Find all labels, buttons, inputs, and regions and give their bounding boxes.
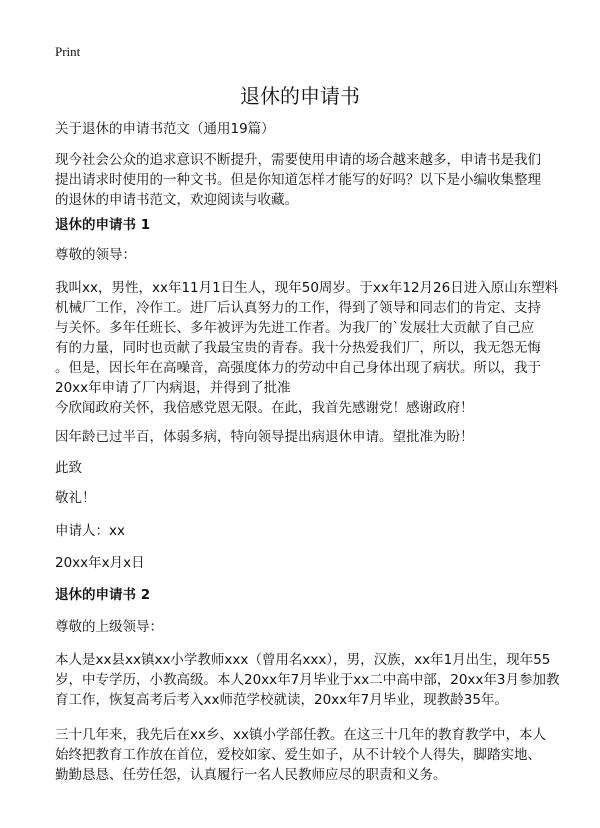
salutation: 尊敬的上级领导： (55, 619, 163, 635)
salutation: 尊敬的领导： (55, 247, 136, 263)
closing: 此致 (55, 460, 82, 476)
text-line: 岁，中专学历，小教高级。本人20xx年7月毕业于xx二中高中部，20xx年3月参加教 (55, 672, 560, 688)
text-line: 机械厂工作，冷作工。进厂后认真努力的工作，得到了领导和同志们的肯定、支持 (55, 300, 541, 316)
text-line: 本人是xx县xx镇xx小学教师xxx（曾用名xxx），男，汉族，xx年1月出生，现年55 (55, 652, 551, 668)
text-line: 我叫xx，男性，xx年11月1日生人，现年50周岁。于xx年12月26日进入原山东塑料 (55, 280, 559, 296)
text-line: 20xx年申请了厂内病退，并得到了批准 (55, 380, 291, 396)
print-link[interactable]: Print (55, 44, 81, 59)
applicant: 申请人：xx (55, 523, 125, 539)
body-paragraph (55, 278, 558, 398)
closing: 敬礼！ (55, 490, 96, 506)
text-line: 三十几年来，我先后在xx乡、xx镇小学部任教。在这三十几年的教育教学中，本人 (55, 727, 546, 743)
date: 20xx年x月x日 (55, 555, 145, 571)
text-line: 与关怀。多年任班长、多年被评为先进工作者。为我厂的`发展壮大贡献了自己应 (55, 320, 535, 336)
body-paragraph (55, 725, 546, 785)
body-paragraph (55, 650, 559, 710)
text-line: 育工作，恢复高考后考入xx师范学校就读，20xx年7月毕业，现教龄35年。 (55, 692, 508, 708)
text-line: 勤勤恳恳、任劳任怨，认真履行一名人民教师应尽的职责和义务。 (55, 767, 447, 783)
text-line: 有的力量，同时也贡献了我最宝贵的青春。我十分热爱我们厂，所以，我无怨无悔 (55, 340, 541, 356)
text-line: 始终把教育工作放在首位，爱校如家、爱生如子，从不计较个人得失，脚踏实地、 (55, 747, 541, 763)
paragraph: 因年龄已过半百，体弱多病，特向领导提出病退休申请。望批准为盼！ (55, 429, 474, 445)
paragraph: 今欣闻政府关怀，我倍感党恩无限。在此，我首先感谢党！感谢政府！ (55, 400, 474, 416)
section-heading-1: 退休的申请书 1 (55, 217, 151, 233)
text-line: 现今社会公众的追求意识不断提升，需要使用申请的场合越来越多，申请书是我们 (55, 152, 541, 168)
text-line: 提出请求时使用的一种文书。但是你知道怎样才能写的好吗？以下是小编收集整理 (55, 172, 541, 188)
text-line: 的退休的申请书范文，欢迎阅读与收藏。 (55, 192, 298, 208)
page-title: 退休的申请书 (240, 84, 360, 108)
text-line: 。但是，因长年在高噪音，高强度体力的劳动中自己身体出现了病状。所以，我于 (55, 360, 541, 376)
subtitle: 关于退休的申请书范文（通用19篇） (55, 121, 275, 137)
intro-paragraph (55, 150, 541, 210)
section-heading-2: 退休的申请书 2 (55, 587, 151, 603)
